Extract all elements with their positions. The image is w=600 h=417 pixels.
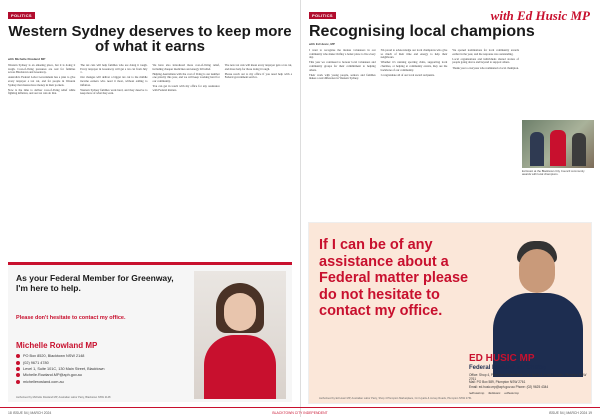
contact-text: PO Box 8520, Blacktown NSW 2148 bbox=[23, 354, 85, 359]
ad-member-role: Federal Member for Chifley bbox=[469, 365, 547, 371]
paragraph: Western Sydney is an amazing place, but it is doing it tough. Cost-of-living pressures are real for families across Blacktown and Greenway. bbox=[8, 63, 76, 75]
footer-right: ISSUE 54 | MARCH 2024 19 bbox=[548, 410, 592, 415]
paragraph: Please reach out to my office if you need help with a Federal government service. bbox=[224, 71, 292, 80]
location-icon bbox=[16, 354, 20, 358]
article-column bbox=[8, 64, 75, 98]
footer-masthead: BLACKTOWN CITY INDEPENDENT bbox=[272, 410, 328, 415]
ad-member-name: ED HUSIC MP bbox=[469, 353, 535, 364]
paragraph: Australia's Federal Labor Government has a plan to give every taxpayer a tax cut, and for people in Western Sydney that means more money in their pockets. bbox=[8, 75, 76, 87]
ad-headline: As your Federal Member for Greenway, I'm here to help. bbox=[16, 273, 174, 293]
paragraph: Whether it's running sporting clubs, supporting local charities, or helping at community events, they are the backbone of our community. bbox=[380, 60, 448, 72]
article-column bbox=[80, 64, 147, 98]
paragraph: We opened nominations for local community awards earlier in the year, and the response was outstanding. bbox=[452, 48, 520, 56]
instagram-link[interactable]: edhusicmp bbox=[504, 391, 519, 395]
email-icon bbox=[16, 373, 20, 377]
ad-member-name: Michelle Rowland MP bbox=[16, 341, 98, 350]
article-column bbox=[381, 49, 448, 83]
paragraph: Western Sydney families work hard, and they deserve to keep more of what they earn. bbox=[80, 87, 148, 96]
paragraph: I congratulate all of our local award recipients. bbox=[380, 72, 435, 77]
contact-text: Email: ed.husic.mp@aph.gov.au Phone: (02) 9625 4344 bbox=[469, 384, 549, 389]
paragraph: I want to recognise the tireless volunteers in our community who make Chifley a better place to live every day. bbox=[309, 48, 376, 60]
paragraph: Their work with young people, seniors and families makes a real difference in Western Sydney. bbox=[309, 72, 376, 81]
phone-icon bbox=[16, 361, 20, 365]
contact-text: michellerowland.com.au bbox=[23, 379, 64, 384]
right-article-body bbox=[309, 49, 519, 83]
paragraph: The new tax cuts will mean every taxpayer gets a tax cut, and more help for those doing it tough. bbox=[224, 63, 292, 71]
paragraph: You can get in touch with my office for any assistance with Federal matters. bbox=[152, 84, 220, 92]
brand-name: Ed Husic MP bbox=[517, 8, 590, 23]
article-column bbox=[225, 64, 292, 98]
paragraph: We have also introduced more cost-of-living relief, including cheaper medicines and energy bill relief. bbox=[152, 63, 220, 71]
building-icon bbox=[16, 367, 20, 371]
authorisation-line: Authorised by Ed Husic MP, Australian Labor Party, Shop 4 Plumpton Marketplace, Cnr Hyatts & Jersey Roads, Plumpton NSW 2761 bbox=[319, 397, 472, 400]
paragraph: Now is the time to deliver cost-of-living relief while fighting inflation, and our tax cuts do that. bbox=[8, 87, 76, 96]
column-brand bbox=[491, 8, 590, 24]
contact-website bbox=[16, 379, 104, 385]
paragraph: This year we continued to honour local volunteers and community groups for their commitment to helping others. bbox=[309, 60, 376, 72]
globe-icon bbox=[16, 380, 20, 384]
member-portrait bbox=[194, 271, 286, 399]
photo-caption: Ed Husic at the Blacktown City Council community awards with local champions. bbox=[522, 169, 585, 177]
page-footer bbox=[0, 407, 600, 417]
contact-text: Michelle.Rowland.MP@aph.gov.au bbox=[23, 373, 82, 378]
left-byline: with Michelle Rowland MP bbox=[8, 57, 46, 61]
right-headline: Recognising local champions bbox=[309, 23, 535, 40]
footer-left: 18 ISSUE 54 | MARCH 2024 bbox=[8, 410, 52, 415]
twitter-link[interactable]: /EdHusic bbox=[488, 391, 501, 395]
right-byline: with Ed Husic, MP bbox=[309, 42, 335, 46]
contact-list bbox=[469, 374, 591, 389]
contact-email-phone bbox=[469, 384, 591, 389]
paragraph: Helping Australians with the cost of living is our number one priority this year, and we will keep working hard for our community. bbox=[152, 71, 220, 83]
paragraph: I'm proud to acknowledge our local champions who give so much of their time and energy to help their neighbours. bbox=[380, 48, 448, 60]
article-column bbox=[452, 49, 519, 83]
paragraph: The tax cuts will help families who are doing it tough. Every taxpayer in Greenway will get a tax cut from July 1. bbox=[80, 63, 148, 75]
contact-text: (02) 9671 4780 bbox=[23, 360, 49, 365]
paragraph: Local organisations and individuals shared stories of people going above and beyond to support others. bbox=[452, 56, 520, 65]
article-column bbox=[309, 49, 376, 83]
husic-advertisement bbox=[308, 222, 592, 404]
section-tag: POLITICS bbox=[309, 12, 336, 19]
rowland-advertisement bbox=[8, 262, 292, 402]
ad-subhead: Please don't hesitate to contact my office. bbox=[16, 315, 126, 321]
paragraph: Thank you to everyone who nominated a local champion. bbox=[452, 65, 519, 70]
facebook-link[interactable]: /edhusicmp bbox=[469, 391, 485, 395]
contact-office bbox=[469, 374, 591, 379]
paragraph: Our changes will deliver a bigger tax cut to the middle income earners who need it most, without adding to inflation. bbox=[80, 75, 148, 87]
contact-text: Office: Shop 4, Plumpton Marketplace, Cnr Hyatts & Jersey Roads, Plumpton NSW 2761 bbox=[469, 372, 587, 381]
social-links bbox=[469, 391, 519, 395]
brand-prefix: with bbox=[490, 8, 514, 23]
authorisation-line: Authorised by Michelle Rowland MP, Australian Labor Party, Blacktown NSW 2148 bbox=[16, 396, 111, 399]
section-tag: POLITICS bbox=[8, 12, 35, 19]
contact-list bbox=[16, 353, 104, 385]
community-awards-photo bbox=[522, 120, 594, 168]
left-headline: Western Sydney deserves to keep more of what it earns bbox=[8, 23, 292, 55]
ad-headline: If I can be of any assistance about a Federal matter please do not hesitate to contact my office. bbox=[319, 237, 469, 319]
article-column bbox=[153, 64, 220, 98]
contact-text: Mail: PO Box 589, Plumpton NSW 2761 bbox=[469, 379, 526, 384]
left-article-body bbox=[8, 64, 292, 98]
contact-text: Level 1, Suite 101C, 130 Main Street, Blacktown bbox=[23, 366, 105, 371]
